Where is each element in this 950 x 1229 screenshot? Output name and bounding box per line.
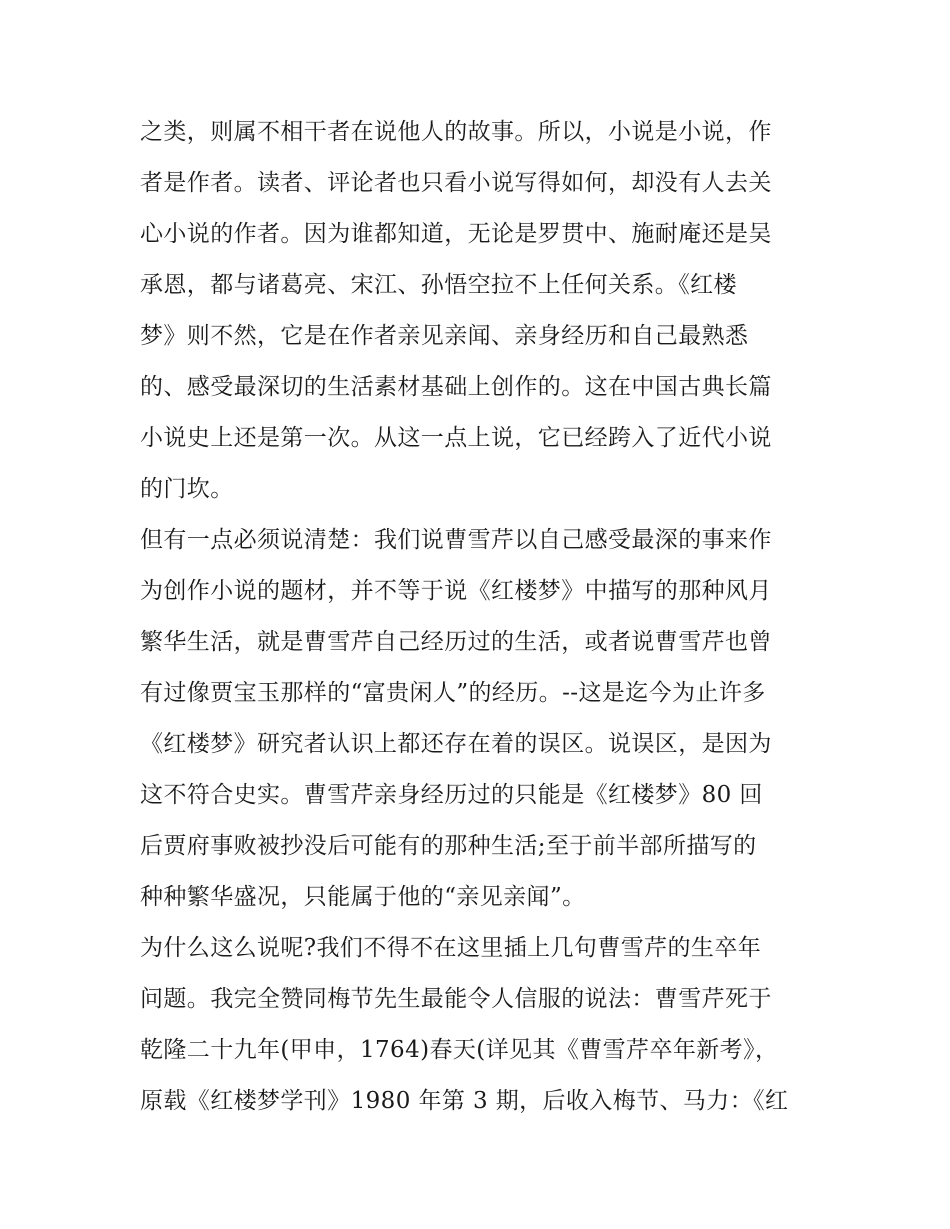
- text-line: 心小说的作者。因为谁都知道，无论是罗贯中、施耐庵还是吴: [140, 221, 772, 247]
- text-line: 《红楼梦》研究者认识上都还存在着的误区。说误区，是因为: [140, 731, 772, 757]
- body-text: [140, 107, 820, 1127]
- text-line: 承恩，都与诸葛亮、宋江、孙悟空拉不上任何关系。《红楼: [140, 272, 737, 298]
- text-line: 梦》则不然，它是在作者亲见亲闻、亲身经历和自己最熟悉: [140, 323, 749, 349]
- text-line: 这不符合史实。曹雪芹亲身经历过的只能是《红楼梦》80 回: [140, 782, 763, 808]
- text-line: 后贾府事败被抄没后可能有的那种生活;至于前半部所描写的: [140, 833, 757, 859]
- text-line: 小说史上还是第一次。从这一点上说，它已经跨入了近代小说: [140, 425, 772, 451]
- text-line: 繁华生活，就是曹雪芹自己经历过的生活，或者说曹雪芹也曾: [140, 629, 772, 655]
- text-line: 的、感受最深切的生活素材基础上创作的。这在中国古典长篇: [140, 374, 772, 400]
- text-line: 种种繁华盛况，只能属于他的“亲见亲闻”。: [140, 884, 586, 910]
- text-line: 之类，则属不相干者在说他人的故事。所以，小说是小说，作: [140, 119, 772, 145]
- text-line: 问题。我完全赞同梅节先生最能令人信服的说法：曹雪芹死于: [140, 986, 772, 1012]
- text-line: 为创作小说的题材，并不等于说《红楼梦》中描写的那种风月: [140, 578, 772, 604]
- text-line: 但有一点必须说清楚：我们说曹雪芹以自己感受最深的事来作: [140, 527, 772, 553]
- text-line: 的门坎。: [140, 476, 234, 502]
- text-line: 乾隆二十九年(甲申，1764)春天(详见其《曹雪芹卒年新考》，: [140, 1037, 779, 1063]
- text-line: 原载《红楼梦学刊》1980 年第 3 期，后收入梅节、马力：《红: [140, 1088, 789, 1114]
- text-line: 者是作者。读者、评论者也只看小说写得如何，却没有人去关: [140, 170, 772, 196]
- text-line: 为什么这么说呢?我们不得不在这里插上几句曹雪芹的生卒年: [140, 935, 762, 961]
- text-line: 有过像贾宝玉那样的“富贵闲人”的经历。--这是迄今为止许多: [140, 680, 766, 706]
